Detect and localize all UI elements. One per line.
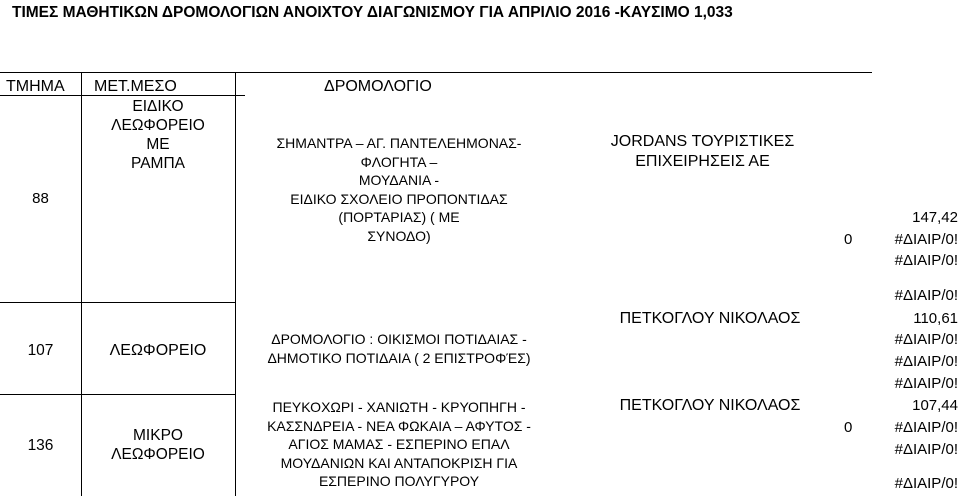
row-107-error-2: #ΔΙΑΙΡ/0! [894, 353, 958, 370]
row-136-error-3: #ΔΙΑΙΡ/0! [894, 475, 958, 492]
row-88-bottom-border [0, 302, 235, 303]
row-88-price: 147,42 [912, 209, 958, 226]
row-107-contractor: ΠΕΤΚΟΓΛΟΥ ΝΙΚΟΛΑΟΣ [619, 310, 801, 327]
row-136-contractor: ΠΕΤΚΟΓΛΟΥ ΝΙΚΟΛΑΟΣ [619, 397, 801, 414]
row-136-price: 107,44 [912, 397, 958, 414]
row-136-zero: 0 [844, 419, 853, 436]
row-136-route: ΠΕΥΚΟΧΩΡΙ - ΧΑΝΙΩΤΗ - ΚΡΥΟΠΗΓΗ - ΚΑΣΣΝΔΡΕΙΑ - ΝΕΑ ΦΩΚΑΙΑ – ΑΦΥΤΟΣ - ΑΓΙΟΣ ΜΑΜΑΣ - ΕΣΠΕΡΙΝΟ ΕΠΑΛ ΜΟΥΔΑΝΙΩΝ ΚΑΙ ΑΝΤΑΠΟΚΡΙΣΗ ΓΙΑ ΕΣΠΕΡΙΝΟ ΠΟΛΥΓΥΡΟΥ [267, 399, 531, 489]
row-88-zero: 0 [844, 231, 853, 248]
row-107-vehicle: ΛΕΩΦΟΡΕΙΟ [109, 342, 207, 359]
row-107-route: ΔΡΟΜΟΛΟΓΙΟ : ΟΙΚΙΣΜΟΙ ΠΟΤΙΔΑΙΑΣ - ΔΗΜΟΤΙΚΟ ΠΟΤΙΔΑΙΑ ( 2 ΕΠΙΣΤΡΟΦΈΣ) [267, 331, 531, 366]
page-title: ΤΙΜΕΣ ΜΑΘΗΤΙΚΩΝ ΔΡΟΜΟΛΟΓΙΩΝ ΑΝΟΙΧΤΟΥ ΔΙΑΓΩΝΙΣΜΟΥ ΓΙΑ ΑΠΡΙΛΙΟ 2016 -ΚΑΥΣΙΜΟ 1,033 [12, 4, 733, 21]
row-88-error-1: #ΔΙΑΙΡ/0! [894, 231, 958, 248]
header-section: ΤΜΗΜΑ [6, 78, 65, 95]
row-107-error-0: #ΔΙΑΙΡ/0! [894, 287, 958, 304]
row-88-route: ΣΗΜΑΝΤΡΑ – ΑΓ. ΠΑΝΤΕΛΕΗΜΟΝΑΣ- ΦΛΟΓΗΤΑ – ΜΟΥΔΑΝΙΑ - ΕΙΔΙΚΟ ΣΧΟΛΕΙΟ ΠΡΟΠΟΝΤΙΔΑΣ (ΠΟΡΤΑΡΙΑΣ) ( ΜΕ ΣΥΝΟΔΟ) [276, 135, 522, 244]
row-88-vehicle: ΕΙΔΙΚΟ ΛΕΩΦΟΡΕΙΟ ΜΕ ΡΑΜΠΑ [111, 98, 205, 172]
header-top-border [0, 72, 872, 73]
vehicle-column-border [235, 72, 236, 496]
row-107-error-1: #ΔΙΑΙΡ/0! [894, 331, 958, 348]
row-107-error-3: #ΔΙΑΙΡ/0! [894, 375, 958, 392]
header-route: ΔΡΟΜΟΛΟΓΙΟ [324, 78, 432, 95]
row-88-error-2: #ΔΙΑΙΡ/0! [894, 252, 958, 269]
row-136-section: 136 [27, 437, 54, 454]
route-header-border [235, 95, 245, 96]
header-vehicle: ΜΕΤ.ΜΕΣΟ [94, 78, 177, 95]
row-136-vehicle: ΜΙΚΡΟ ΛΕΩΦΟΡΕΙΟ [111, 427, 205, 463]
row-88-section: 88 [32, 190, 49, 207]
row-136-error-1: #ΔΙΑΙΡ/0! [894, 419, 958, 436]
row-136-error-2: #ΔΙΑΙΡ/0! [894, 441, 958, 458]
row-88-contractor: JORDANS ΤΟΥΡΙΣΤΙΚΕΣ ΕΠΙΧΕΙΡΗΣΕΙΣ ΑΕ [610, 133, 795, 170]
row-107-price: 110,61 [913, 310, 958, 327]
row-107-section: 107 [27, 342, 54, 359]
row-107-bottom-border [0, 394, 235, 395]
